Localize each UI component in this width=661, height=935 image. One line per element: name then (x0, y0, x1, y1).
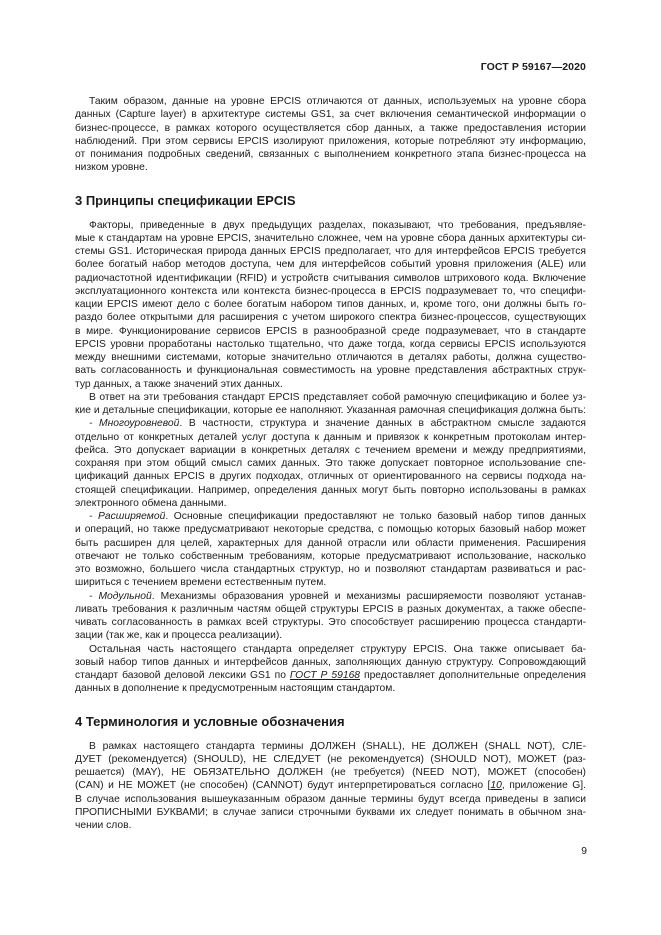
text-line: данных в дополнение к предусмотренным настоящим стандартом. (75, 683, 396, 695)
bullet-modular (75, 590, 586, 643)
text-line: раздо более открытыми для расширения с учетом широкого спектра бизнес-процессов, существующих (75, 312, 586, 324)
text-line: тур данных, а также значений этих данных. (75, 378, 283, 390)
text-line: - Расширяемой. Основные спецификации предоставляют не только базовый набор типов данных (89, 511, 587, 522)
document-id-header: ГОСТ Р 59167—2020 (480, 61, 586, 73)
document-body (75, 95, 586, 832)
section-4-paragraph-1 (75, 740, 586, 833)
text-line: более богатый набор методов доступа, чем для интерфейсов событий уровня приложения (ALE) или (75, 259, 586, 271)
text-line: данных (Capture layer) в архитектуре системы GS1, за счет включения семантической информации о (75, 109, 586, 121)
text-line: быть расширен для целей, характерных для данной отрасли или области применения. Расширения (75, 537, 586, 549)
text-line: Остальная часть настоящего стандарта определяет структуру EPCIS. Она также описывает ба- (89, 643, 586, 655)
page-number: 9 (581, 846, 587, 857)
bullet-term: - Расширяемой (89, 511, 166, 522)
text-line: (CAN) и НЕ МОЖЕТ (не способен) (CANNOT) будут интерпретироваться согласно [10, приложение G]. (75, 780, 586, 792)
section-3-paragraph-2 (75, 391, 586, 418)
bullet-term: - Многоуровневой (89, 418, 180, 430)
text-line: ДУЕТ (рекомендуется) (SHOULD), НЕ СЛЕДУЕТ (не рекомендуется) (SHOULD NOT), МОЖЕТ (раз- (75, 753, 586, 765)
text-line: - Модульной. Механизмы образования уровней и механизмы расширяемости позволяют устанав- (89, 590, 586, 602)
section-3-title: 3 Принципы спецификации EPCIS (75, 192, 296, 208)
text-line: эксплуатационного контекста или контекста бизнес-процесса в EPCIS подразумевает то, что специфи- (75, 285, 586, 297)
text-line: Факторы, приведенные в двух предыдущих разделах, показывают, что требования, предъявляе- (89, 219, 586, 231)
text-line: В рамках настоящего стандарта термины ДОЛЖЕН (SHALL), НЕ ДОЛЖЕН (SHALL NOT), СЛЕ- (89, 740, 586, 752)
text-line: стемы GS1. Историческая природа данных EPCIS предполагает, что для интерфейсов EPCIS требуется (75, 246, 586, 257)
text-line: кие и детальные спецификации, которые ее наполняют. Указанная рамочная спецификация должна быть: (75, 405, 586, 416)
text-line: вать согласованность и функциональная совместимость на уровне представления абстрактных струк- (75, 365, 586, 377)
text-line: наблюдений. При этом сервисы EPCIS изолируют приложения, которые потребляют эту информацию, (75, 135, 586, 147)
intro-paragraph (75, 95, 586, 175)
standard-reference-link[interactable]: ГОСТ Р 59168 (289, 670, 361, 681)
text-line: чении слов. (75, 820, 132, 831)
text-line: Таким образом, данные на уровне EPCIS отличаются от данных, используемых на уровне сбора (89, 96, 586, 107)
text-line: это возможно, большего числа стандартных структур, но и позволяют стандартам развиваться и рас- (75, 564, 586, 575)
text-line: электронного обмена данными. (75, 497, 227, 509)
text-line: EPCIS уровни проработаны настолько тщательно, что даже тогда, когда сервисы EPCIS используются (75, 338, 586, 350)
text-line: низком уровне. (75, 162, 148, 174)
text-line: бизнес-процессе, в рамках которого осуществляется сбор данных, а также предоставления истории (75, 122, 586, 134)
text-line: зовый набор типов данных и интерфейсов данных, заполняющих данную структуру. Сопровождающий (75, 656, 586, 668)
text-line: ливать требования к различным частям общей структуры EPCIS в разных документах, а также обеспе- (75, 603, 586, 615)
text-line: решается) (MAY), НЕ ОБЯЗАТЕЛЬНО ДОЛЖЕН (не требуется) (NEED NOT), МОЖЕТ (способен) (75, 767, 586, 778)
bullet-multilevel (75, 417, 586, 510)
text-line: сохраняя при этом общий смысл самих данных. Это также допускает повторное использование спе- (75, 458, 586, 469)
section-4-title: 4 Терминология и условные обозначения (75, 713, 345, 729)
text-line: стоящей спецификации. Например, определения данных могут быть повторно использованы в рамках (75, 484, 586, 496)
bullet-extensible (75, 510, 586, 590)
text-line: отдельно от конкретных деталей услуг доступа к данным и привязок к конкретным протоколам интер- (75, 431, 586, 443)
text-line: в мире. Функционирование сервисов EPCIS в разнообразной среде подразумевает, что в стандарте (75, 325, 586, 337)
bullet-term: - Модульной (89, 590, 152, 602)
text-line: чивать согласованность в рамках всей структуры. Это способствует расширению процесса стандарти- (75, 617, 586, 628)
text-line: между внешними системами, которые значительно отличаются в деталях работы, должна существо- (75, 352, 586, 363)
text-line: отвечают не только собственным требованиям, которые предусматривают использование, насколько (75, 550, 586, 562)
text-line: кации EPCIS имеют дело с более богатым набором типов данных, и, кроме того, они должны быть го- (75, 299, 586, 310)
text-line: мые к стандартам на уровне EPCIS, значительно сложнее, чем на уровне сбора данных архитектуры си- (75, 232, 586, 244)
text-line: стандарт базовой деловой лексики GS1 по ГОСТ Р 59168 предоставляет дополнительные определения (75, 670, 586, 681)
text-line: от понимания подробных сведений, связанных с выполнением конкретного этапа бизнес-процесса на (75, 149, 586, 160)
text-line: и операций, но также предусматривают некоторые средства, с помощью которых базовый набор может (75, 524, 586, 536)
bibliography-reference-link[interactable]: 10 (490, 780, 502, 792)
text-line: - Многоуровневой. В частности, структура и значение данных в абстрактном смысле задаются (89, 418, 587, 430)
section-3-paragraph-3 (75, 643, 586, 696)
text-line: радиочастотной идентификации (RFID) и устройств считывания символов штрихового кода. Включение (75, 272, 586, 284)
text-line: ПРОПИСНЫМИ БУКВАМИ; в случае записи строчными буквами их следует понимать в обычном зна- (75, 806, 586, 818)
section-3-paragraph-1 (75, 219, 586, 391)
text-line: фейса. Это допускает вариации в конкретных деталях с течением времени и между предприятиями, (75, 444, 586, 456)
text-line: шириться с течением времени естественным путем. (75, 577, 327, 589)
text-line: В ответ на эти требования стандарт EPCIS представляет собой рамочную спецификацию и более уз- (89, 391, 586, 403)
text-line: цификаций данных EPCIS в других подходах, отличных от ориентированного на сервисы подхода на- (75, 471, 586, 483)
text-line: зации (так же, как и процесса реализации). (75, 630, 283, 642)
text-line: В случае использования вышеуказанным образом данные термины будут всегда приведены в записи (75, 793, 586, 805)
